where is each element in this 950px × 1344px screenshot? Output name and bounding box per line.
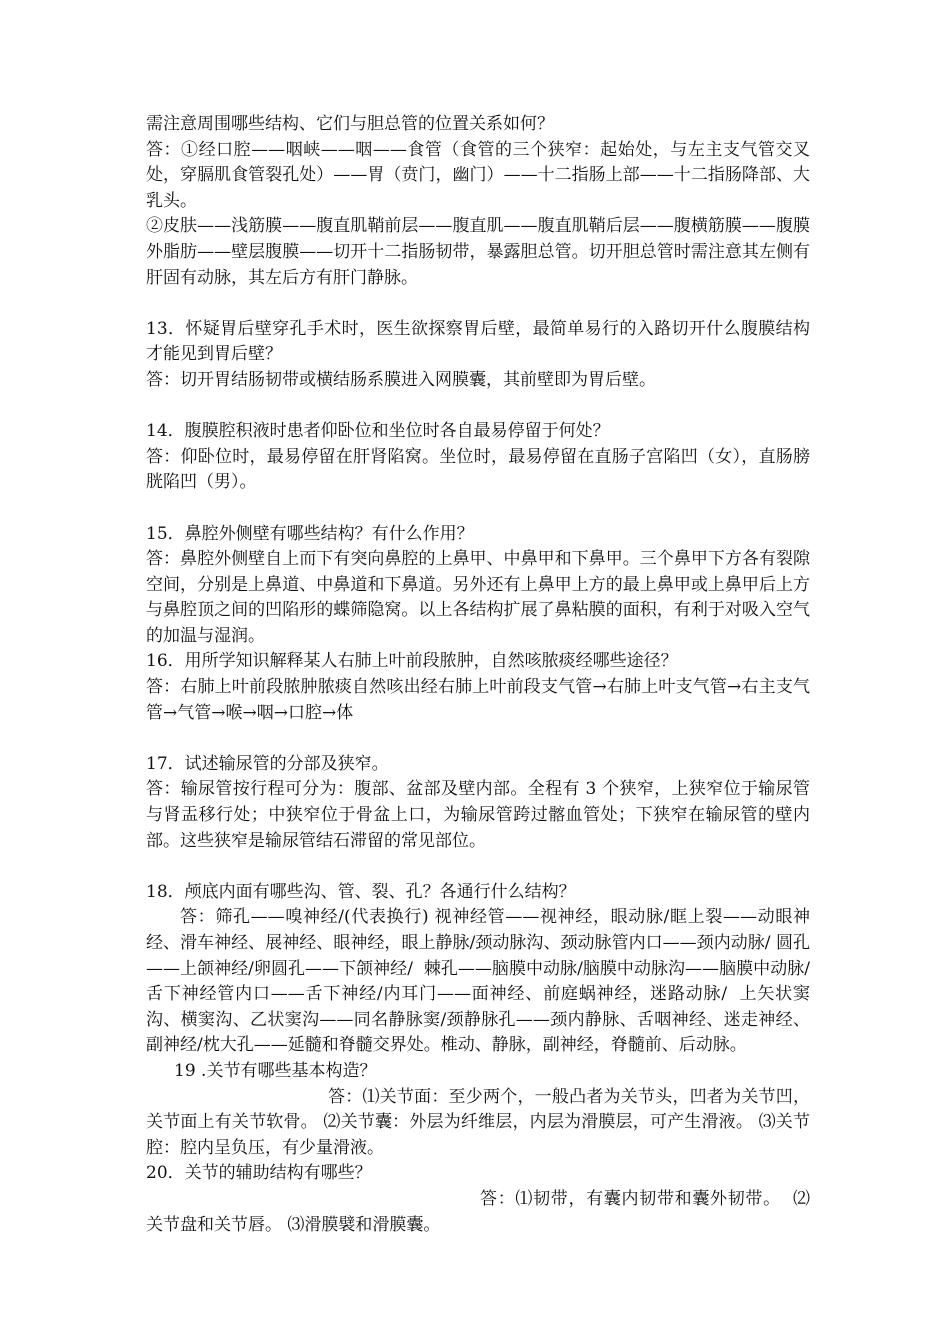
section12-question-tail: 需注意周围哪些结构、它们与胆总管的位置关系如何？ [146, 114, 554, 134]
section17-answer: 答：输尿管按行程可分为：腹部、盆部及壁内部。全程有 3 个狭窄，上狭窄位于输尿管与肾盂移行处；中狭窄位于骨盆上口，为输尿管跨过髂血管处；下狭窄在输尿管的壁内部。这些狭窄是输尿管结石滞留的常见部位。 [146, 779, 810, 851]
section15-question: 15．鼻腔外侧壁有哪些结构？有什么作用？ [146, 523, 474, 544]
section12-answer-part1: 答：①经口腔——咽峡——咽——食管（食管的三个狭窄：起始处，与左主支气管交叉处，穿膈肌食管裂孔处）——胃（贲门，幽门）——十二指肠上部——十二指肠降部、大乳头。 [146, 139, 810, 211]
paragraph-gap [146, 854, 810, 880]
paragraph-gap [146, 496, 810, 522]
section12-answer-part2: ②皮肤——浅筋膜——腹直肌鞘前层——腹直肌——腹直肌鞘后层——腹横筋膜——腹膜外脂肪——壁层腹膜——切开十二指肠韧带，暴露胆总管。切开胆总管时需注意其左侧有肝固有动脉，其左后方有肝门静脉。 [146, 216, 810, 288]
section16-answer: 答：右肺上叶前段脓肿脓痰自然咳出经右肺上叶前段支气管→右肺上叶支气管→右主支气管→气管→喉→咽→口腔→体 [146, 677, 810, 723]
section17-question: 17．试述输尿管的分部及狭窄。 [146, 753, 389, 774]
section15-answer: 答：鼻腔外侧壁自上而下有突向鼻腔的上鼻甲、中鼻甲和下鼻甲。三个鼻甲下方各有裂隙空间，分别是上鼻道、中鼻道和下鼻道。另外还有上鼻甲上方的最上鼻甲或上鼻甲后上方与鼻腔顶之间的凹陷形的蝶筛隐窝。以上各结构扩展了鼻粘膜的面积，有利于对吸入空气的加温与湿润。 [146, 549, 810, 646]
section18-answer: 答：筛孔——嗅神经/(代表换行) 视神经管——视神经，眼动脉/眶上裂——动眼神经、滑车神经、展神经、眼神经，眼上静脉/颈动脉沟、颈动脉管内口——颈内动脉/ 圆孔——上颌神经/卵圆孔——下颌神经/ 棘孔——脑膜中动脉/脑膜中动脉沟——脑膜中动脉/舌下神经管内口——舌下神经/内耳门——面神经、前庭蜗神经，迷路动脉/ 上矢状窦沟、横窦沟、乙状窦沟——同名静脉窦/颈静脉孔——颈内静脉、舌咽神经、迷走神经、副神经/枕大孔——延髓和脊髓交界处。椎动、静脉，副神经，脊髓前、后动脉。 [146, 907, 810, 1056]
section14-question: 14．腹膜腔积液时患者仰卧位和坐位时各自最易停留于何处？ [146, 421, 610, 442]
section16-question: 16．用所学知识解释某人右肺上叶前段脓肿，自然咳脓痰经哪些途径？ [146, 651, 678, 672]
section18-question: 18．颅底内面有哪些沟、管、裂、孔？各通行什么结构？ [146, 881, 576, 902]
section13-question: 13．怀疑胃后壁穿孔手术时，医生欲探察胃后壁，最简单易行的入路切开什么腹膜结构才能见到胃后壁？ [146, 318, 810, 365]
section20-answer: 答：⑴韧带，有囊内韧带和囊外韧带。 ⑵关节盘和关节唇。 ⑶滑膜襞和滑膜囊。 [146, 1188, 810, 1235]
section13-answer: 答：切开胃结肠韧带或横结肠系膜进入网膜囊，其前壁即为胃后壁。 [146, 369, 656, 390]
paragraph-gap [146, 291, 810, 317]
section19-question: 19 .关节有哪些基本构造？ [174, 1060, 377, 1081]
section20-question: 20．关节的辅助结构有哪些？ [146, 1163, 372, 1184]
paragraph-gap [146, 726, 810, 752]
section14-answer: 答：仰卧位时，最易停留在肝肾陷窝。坐位时，最易停留在直肠子宫陷凹（女），直肠膀胱陷凹（男）。 [146, 446, 810, 493]
paragraph-gap [146, 394, 810, 420]
document-page [146, 112, 810, 1238]
section19-answer: 答：⑴关节面：至少两个，一般凸者为关节头，凹者为关节凹，关节面上有关节软骨。 ⑵关节囊：外层为纤维层，内层为滑膜层，可产生滑液。 ⑶关节腔：腔内呈负压，有少量滑液。 [146, 1086, 810, 1158]
